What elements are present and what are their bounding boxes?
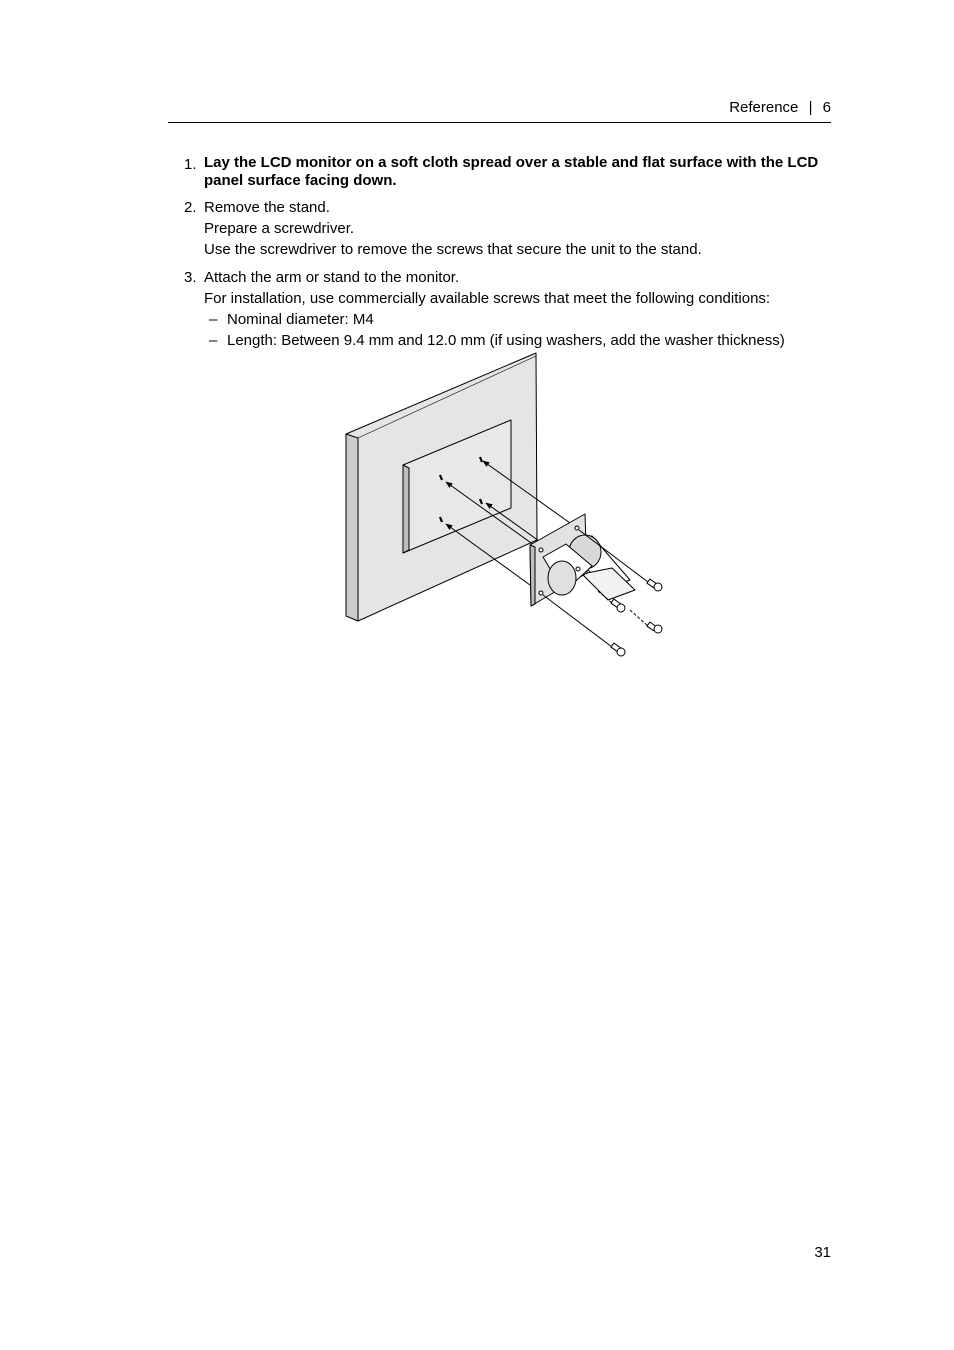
- bullet-dash: –: [209, 332, 218, 349]
- step-number: 3.: [184, 269, 197, 286]
- step-1-instruction: Lay the LCD monitor on a soft cloth spread over a stable and flat surface with the LCD panel surface facing down.: [204, 154, 819, 189]
- installation-diagram-icon: [330, 345, 680, 665]
- condition-text: Nominal diameter: M4: [227, 311, 374, 328]
- step-number: 2.: [184, 199, 197, 216]
- page-number: 31: [814, 1244, 831, 1261]
- step-1: [168, 154, 848, 190]
- header-separator: |: [808, 99, 813, 116]
- header-text: [729, 99, 831, 116]
- bullet-dash: –: [209, 311, 218, 328]
- step-3: [168, 267, 848, 351]
- page-header: [168, 98, 831, 123]
- step-number: 1.: [184, 156, 197, 173]
- header-section: Reference: [729, 99, 799, 116]
- header-chapter: 6: [822, 99, 831, 116]
- step-2-line-3: Use the screwdriver to remove the screws that secure the unit to the stand.: [204, 241, 702, 258]
- step-2-line-2: Prepare a screwdriver.: [204, 220, 355, 237]
- condition-text: Length: Between 9.4 mm and 12.0 mm (if using washers, add the washer thickness): [227, 332, 785, 349]
- monitor-arm-installation-illustration: [330, 345, 680, 665]
- condition-diameter: [204, 309, 848, 330]
- step-3-line-2: For installation, use commercially available screws that meet the following conditions:: [204, 290, 771, 307]
- step-2-line-1: Remove the stand.: [204, 199, 330, 216]
- step-3-line-1: Attach the arm or stand to the monitor.: [204, 269, 460, 286]
- step-2: [168, 197, 848, 260]
- procedure-steps: [168, 154, 848, 358]
